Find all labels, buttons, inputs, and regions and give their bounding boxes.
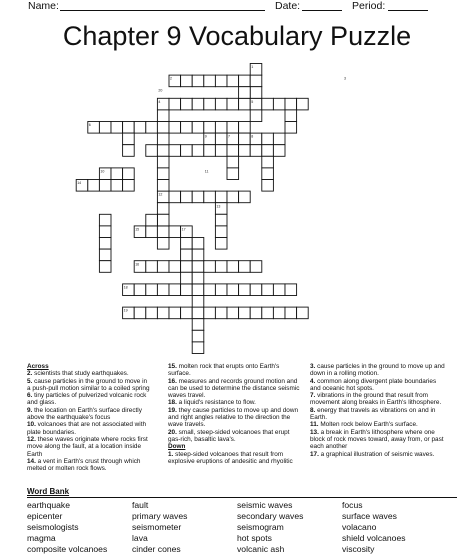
clue-across-12: 12. these waves originate where rocks first move along the fault, at a location inside Earth xyxy=(27,435,148,458)
word-bank-item: viscosity xyxy=(342,544,375,554)
crossword-cell[interactable] xyxy=(134,307,146,319)
crossword-cell[interactable] xyxy=(192,145,204,157)
crossword-cell[interactable] xyxy=(99,122,111,134)
crossword-cell[interactable] xyxy=(239,122,251,134)
crossword-cell[interactable] xyxy=(157,122,169,134)
word-bank-item: composite volcanoes xyxy=(27,544,108,554)
crossword-cell[interactable] xyxy=(134,122,146,134)
clue-across-9: 9. the location on Earth's surface directly above the earthquake's focus xyxy=(27,406,142,422)
crossword-cell[interactable] xyxy=(146,284,158,296)
word-bank-item: hot spots xyxy=(237,533,272,543)
crossword-cell[interactable] xyxy=(99,238,111,250)
crossword-cell[interactable] xyxy=(123,180,135,192)
clue-number: 13 xyxy=(216,204,221,209)
crossword-cell[interactable] xyxy=(297,307,309,319)
crossword-cell[interactable] xyxy=(181,261,193,273)
crossword-cell[interactable] xyxy=(204,191,216,203)
word-bank-divider xyxy=(27,497,457,498)
clue-down-8: 8. energy that travels as vibrations on and in Earth. xyxy=(310,406,436,422)
crossword-cell[interactable] xyxy=(146,145,158,157)
clue-across-20: 20. small, steep-sided volcanoes that erupt gas-rich, basaltic lava's. xyxy=(168,428,290,443)
crossword-cell[interactable] xyxy=(273,307,285,319)
crossword-cell[interactable] xyxy=(227,261,239,273)
clue-number: 10 xyxy=(100,169,105,174)
clue-across-10: 10. volcanoes that are not associated with plate boundaries. xyxy=(27,421,147,436)
crossword-cell[interactable] xyxy=(285,98,297,110)
crossword-cell[interactable] xyxy=(181,272,193,284)
crossword-cell[interactable] xyxy=(157,168,169,180)
word-bank-title: Word Bank xyxy=(27,487,70,496)
clue-number: 4 xyxy=(158,99,161,104)
crossword-cell[interactable] xyxy=(273,133,285,145)
word-bank-item: seismic waves xyxy=(237,500,293,510)
crossword-cell[interactable] xyxy=(99,226,111,238)
crossword-cell[interactable] xyxy=(192,122,204,134)
clue-across-5: 5. cause particles in the ground to move in a push-pull motion similar to a coiled spring xyxy=(27,377,150,392)
word-bank-item: seismometer xyxy=(132,522,182,532)
crossword-cell[interactable] xyxy=(192,75,204,87)
crossword-cell[interactable] xyxy=(215,284,227,296)
crossword-cell[interactable] xyxy=(239,284,251,296)
crossword-cell[interactable] xyxy=(215,133,227,145)
crossword-cell[interactable] xyxy=(204,122,216,134)
crossword-cell[interactable] xyxy=(181,122,193,134)
crossword-cell[interactable] xyxy=(157,226,169,238)
clue-across-14: 14. a vent in Earth's crust through which melted or molten rock flows. xyxy=(27,457,141,473)
crossword-cell[interactable] xyxy=(146,122,158,134)
crossword-cell[interactable] xyxy=(262,98,274,110)
clue-across-6: 6. tiny particles of pulverized volcanic rock and glass. xyxy=(27,392,147,407)
crossword-cell[interactable] xyxy=(273,98,285,110)
crossword-cell[interactable] xyxy=(169,226,181,238)
clue-across-2: 2. scientists that study earthquakes. xyxy=(27,370,129,378)
clue-number: 16 xyxy=(135,262,140,267)
word-bank-item: seismologists xyxy=(27,522,79,532)
crossword-cell[interactable] xyxy=(99,249,111,261)
crossword-cell[interactable] xyxy=(146,226,158,238)
clue-across-16: 16. measures and records ground motion and can be used to determine the distance seismic waves travel. xyxy=(168,377,300,400)
clue-across-18: 18. a liquid's resistance to flow. xyxy=(168,399,256,407)
period-label: Period: xyxy=(352,0,386,12)
crossword-cell[interactable] xyxy=(88,180,100,192)
crossword-cell[interactable] xyxy=(227,156,239,168)
date-label: Date: xyxy=(275,0,301,12)
crossword-cell[interactable] xyxy=(215,261,227,273)
crossword-cell[interactable] xyxy=(146,214,158,226)
crossword-cell[interactable] xyxy=(157,261,169,273)
crossword-cell[interactable] xyxy=(273,284,285,296)
crossword-cell[interactable] xyxy=(181,284,193,296)
clue-number: 19 xyxy=(123,308,128,313)
crossword-cell[interactable] xyxy=(239,307,251,319)
crossword-cell[interactable] xyxy=(227,145,239,157)
crossword-cell[interactable] xyxy=(239,87,251,99)
crossword-cell[interactable] xyxy=(250,307,262,319)
clue-down-11: 11. Molten rock below Earth's surface. xyxy=(310,421,418,429)
crossword-cell[interactable] xyxy=(181,238,193,250)
crossword-cell[interactable] xyxy=(285,284,297,296)
crossword-cell[interactable] xyxy=(239,145,251,157)
crossword-cell[interactable] xyxy=(239,98,254,110)
crossword-cell[interactable] xyxy=(285,307,297,319)
crossword-cell[interactable] xyxy=(215,122,227,134)
crossword-cell[interactable] xyxy=(227,98,239,110)
clue-number: 6 xyxy=(88,123,91,128)
word-bank-item: earthquake xyxy=(27,500,71,510)
crossword-cell[interactable] xyxy=(262,307,274,319)
word-bank-item: shield volcanoes xyxy=(342,533,406,543)
down-heading: Down xyxy=(168,443,186,451)
crossword-cell[interactable] xyxy=(111,122,123,134)
page-title: Chapter 9 Vocabulary Puzzle xyxy=(62,21,412,51)
clue-number: 3 xyxy=(344,76,346,81)
clue-number: 20 xyxy=(158,88,163,93)
crossword-cell[interactable] xyxy=(192,98,204,110)
crossword-cell[interactable] xyxy=(204,145,216,157)
crossword-cell[interactable] xyxy=(262,168,274,180)
crossword-cell[interactable] xyxy=(169,98,181,110)
across-heading: Across xyxy=(27,363,49,370)
crossword-cell[interactable] xyxy=(215,145,227,157)
across-down-clues xyxy=(168,363,300,465)
crossword-cell[interactable] xyxy=(123,168,135,180)
crossword-cell[interactable] xyxy=(215,191,227,203)
crossword-cell[interactable] xyxy=(297,98,309,110)
word-bank-item: secondary waves xyxy=(237,511,304,521)
clue-number: 17 xyxy=(181,227,186,232)
crossword-cell[interactable] xyxy=(215,75,227,87)
clue-across-15: 15. molten rock that erupts onto Earth's surface. xyxy=(168,363,280,378)
crossword-cell[interactable] xyxy=(285,110,297,122)
crossword-cell[interactable] xyxy=(192,249,204,261)
crossword-cell[interactable] xyxy=(262,180,274,192)
crossword-cell[interactable] xyxy=(262,145,274,157)
clue-number: 18 xyxy=(123,285,128,290)
crossword-cell[interactable] xyxy=(215,226,227,238)
crossword-cell[interactable] xyxy=(192,272,204,284)
crossword-cell[interactable] xyxy=(192,330,204,342)
crossword-cell[interactable] xyxy=(227,75,239,87)
word-bank-item: volacano xyxy=(342,522,377,532)
crossword-cell[interactable] xyxy=(169,261,181,273)
clue-across-19: 19. they cause particles to move up and down and right angles relative to the direction the wave travels. xyxy=(168,406,299,429)
word-bank-item: surface waves xyxy=(342,511,397,521)
crossword-cell[interactable] xyxy=(157,214,169,226)
crossword-cell[interactable] xyxy=(250,87,262,99)
crossword-cell[interactable] xyxy=(262,284,274,296)
crossword-cell[interactable] xyxy=(146,261,158,273)
crossword-cell[interactable] xyxy=(111,168,123,180)
crossword-cell[interactable] xyxy=(157,145,169,157)
crossword-cell[interactable] xyxy=(181,307,193,319)
crossword-cell[interactable] xyxy=(239,191,251,203)
crossword-cell[interactable] xyxy=(250,110,262,122)
crossword-cell[interactable] xyxy=(215,98,227,110)
crossword-cell[interactable] xyxy=(181,191,193,203)
clue-number: 15 xyxy=(135,227,140,232)
crossword-cell[interactable] xyxy=(123,145,135,157)
word-bank-item: magma xyxy=(27,533,56,543)
crossword-cell[interactable] xyxy=(192,296,204,308)
word-bank-item: epicenter xyxy=(27,511,63,521)
crossword-cell[interactable] xyxy=(169,122,181,134)
word-bank-item: primary waves xyxy=(132,511,188,521)
clue-down-3: 3. cause particles in the ground to move up and down in a rolling motion. xyxy=(310,363,445,378)
name-label: Name: xyxy=(28,0,59,12)
across-clues xyxy=(27,363,152,472)
crossword-cell[interactable] xyxy=(157,110,169,122)
crossword-cell[interactable] xyxy=(181,98,193,110)
crossword-cell[interactable] xyxy=(192,238,204,250)
clue-down-7: 7. vibrations in the ground that result from movement along breaks in Earth's lithosphere. xyxy=(310,392,442,407)
crossword-cell[interactable] xyxy=(192,191,204,203)
clue-number: 1 xyxy=(251,65,254,70)
crossword-cell[interactable] xyxy=(215,238,227,250)
crossword-cell[interactable] xyxy=(227,168,239,180)
crossword-cell[interactable] xyxy=(181,75,193,87)
crossword-cell[interactable] xyxy=(181,145,193,157)
word-bank-item: fault xyxy=(132,500,149,510)
crossword-cell[interactable] xyxy=(192,284,204,296)
crossword-cell[interactable] xyxy=(215,214,227,226)
crossword-cell[interactable] xyxy=(262,156,274,168)
crossword-cell[interactable] xyxy=(157,133,169,145)
crossword-cell[interactable] xyxy=(99,214,111,226)
crossword-cell[interactable] xyxy=(111,180,123,192)
crossword-cell[interactable] xyxy=(239,261,251,273)
crossword-cell[interactable] xyxy=(123,122,135,134)
crossword-cell[interactable] xyxy=(204,307,216,319)
crossword-cell[interactable] xyxy=(239,75,251,87)
clue-number: 8 xyxy=(251,134,254,139)
word-bank-item: lava xyxy=(132,533,148,543)
clue-number: 12 xyxy=(158,192,163,197)
crossword-cell[interactable] xyxy=(157,284,169,296)
clue-number: 7 xyxy=(228,134,230,139)
crossword-cell[interactable] xyxy=(123,133,135,145)
word-bank-item: focus xyxy=(342,500,363,510)
clue-number: 2 xyxy=(170,76,172,81)
crossword-cell[interactable] xyxy=(146,307,158,319)
crossword-cell[interactable] xyxy=(192,307,204,319)
crossword-cell[interactable] xyxy=(262,133,274,145)
crossword-cell[interactable] xyxy=(227,191,239,203)
crossword-cell[interactable] xyxy=(250,261,262,273)
crossword-cell[interactable] xyxy=(227,307,239,319)
crossword-cell[interactable] xyxy=(157,156,169,168)
crossword-cell[interactable] xyxy=(285,122,297,134)
clue-down-4: 4. common along divergent plate boundaries and oceanic hot spots. xyxy=(310,377,437,392)
crossword-cell[interactable] xyxy=(157,203,169,215)
crossword-cell[interactable] xyxy=(192,319,204,331)
crossword-cell[interactable] xyxy=(99,180,111,192)
crossword-cell[interactable] xyxy=(273,145,285,157)
crossword-cell[interactable] xyxy=(169,145,181,157)
crossword-cell[interactable] xyxy=(157,180,169,192)
crossword-cell[interactable] xyxy=(204,75,216,87)
down-clues xyxy=(310,363,448,458)
crossword-cell[interactable] xyxy=(239,133,254,145)
crossword-cell[interactable] xyxy=(192,342,204,354)
crossword-cell[interactable] xyxy=(227,284,239,296)
crossword-cell[interactable] xyxy=(169,191,181,203)
crossword-cell[interactable] xyxy=(99,261,111,273)
crossword-cell[interactable] xyxy=(134,284,146,296)
clue-down-17: 17. a graphical illustration of seismic waves. xyxy=(310,450,435,458)
crossword-cell[interactable] xyxy=(250,75,262,87)
crossword-cell[interactable] xyxy=(169,284,181,296)
clue-down-1: 1. steep-sided volcanoes that result from explosive eruptions of andesitic and rhyolitic xyxy=(168,450,293,465)
clue-number: 9 xyxy=(204,134,207,139)
clue-number: 5 xyxy=(251,99,254,104)
crossword-cell[interactable] xyxy=(204,98,216,110)
crossword-cell[interactable] xyxy=(157,238,169,250)
word-bank-item: volcanic ash xyxy=(237,544,285,554)
crossword-cell[interactable] xyxy=(250,284,262,296)
crossword-cell[interactable] xyxy=(181,249,193,261)
crossword-cell[interactable] xyxy=(192,261,204,273)
word-bank-item: seismogram xyxy=(237,522,284,532)
word-bank-item: cinder cones xyxy=(132,544,181,554)
crossword-cell[interactable] xyxy=(250,145,262,157)
crossword-cell[interactable] xyxy=(169,307,181,319)
crossword-cell[interactable] xyxy=(204,261,216,273)
crossword-cell[interactable] xyxy=(215,307,227,319)
crossword-cell[interactable] xyxy=(157,307,169,319)
clue-down-13: 13. a break in Earth's lithosphere where one block of rock moves toward, away from, or past each another xyxy=(310,428,444,451)
crossword-cell[interactable] xyxy=(227,122,239,134)
clue-number: 14 xyxy=(77,181,82,186)
clue-number: 11 xyxy=(204,169,209,174)
crossword-cell[interactable] xyxy=(204,284,216,296)
